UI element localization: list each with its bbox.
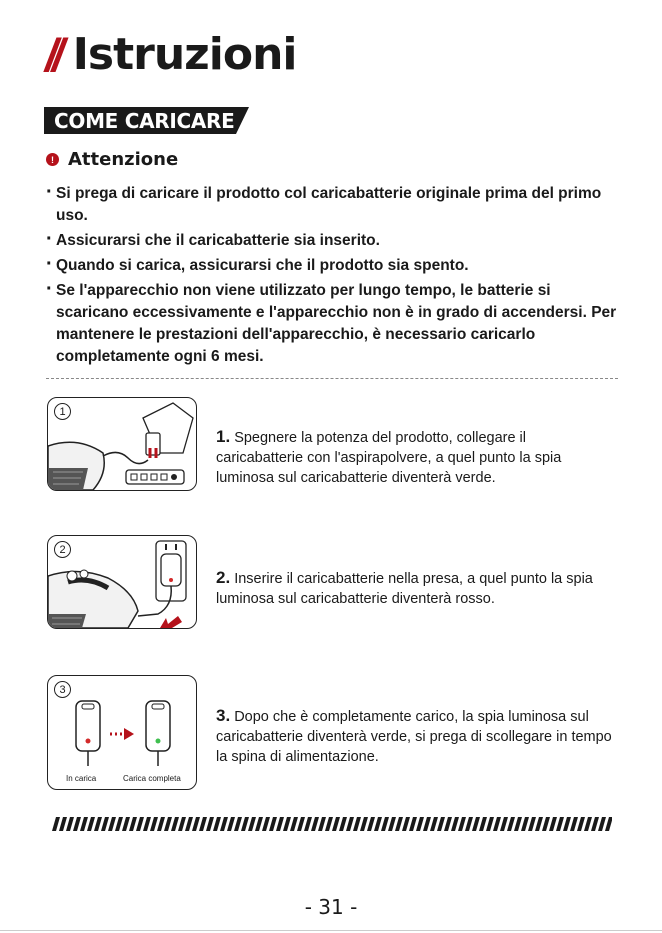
attention-label: Attenzione (68, 149, 179, 170)
step-3-body: Dopo che è completamente carico, la spia luminosa sul caricabatterie diventerà verde, si prega di scollegare in tempo la spina di alimentazione. (216, 709, 612, 765)
caption-charging: In carica (66, 774, 97, 783)
section-heading (44, 107, 249, 134)
step-1-text (216, 427, 616, 488)
step-3-badge: 3 (54, 681, 71, 698)
attention-heading (46, 149, 178, 170)
step-1-badge: 1 (54, 403, 71, 420)
dashed-divider (46, 378, 618, 379)
step-2-badge: 2 (54, 541, 71, 558)
footer-line (0, 930, 662, 931)
decorative-stripe (52, 817, 612, 831)
title-text: Istruzioni (72, 29, 297, 80)
caption-fully-charged: Carica completa (123, 774, 181, 783)
step-2-illustration (47, 535, 197, 629)
step-2-number: 2. (216, 568, 231, 587)
step-3-number: 3. (216, 706, 231, 725)
exclamation-icon: ! (46, 153, 59, 166)
page-number: - 31 - (304, 895, 358, 919)
step-1-illustration (47, 397, 197, 491)
step-2-body: Inserire il caricabatterie nella presa, a quel punto la spia luminosa sul caricabatterie diventerà rosso. (216, 571, 593, 607)
step-3-illustration (47, 675, 197, 790)
stripe-pattern (52, 817, 612, 831)
list-item: · Se l'apparecchio non viene utilizzato per lungo tempo, le batterie si scaricano eccessivamente e l'apparecchio non è in grado di accendersi. Per mantenere le prestazioni dell'apparecchio, è necessario caricarlo completamente ogni 6 mesi. (46, 280, 626, 368)
step-1-body: Spegnere la potenza del prodotto, collegare il caricabatterie con l'aspirapolvere, a quel punto la spia luminosa sul caricabatterie diventerà verde. (216, 430, 562, 486)
step-2-text (216, 568, 616, 609)
step-1-number: 1. (216, 427, 231, 446)
section-heading-label: COME CARICARE (54, 109, 235, 133)
list-item: · Quando si carica, assicurarsi che il prodotto sia spento. (46, 255, 626, 277)
page-title (45, 29, 297, 81)
list-item: · Si prega di caricare il prodotto col caricabatterie originale prima del primo uso. (46, 183, 626, 227)
warning-list (46, 183, 626, 371)
title-slashes: // (45, 29, 59, 81)
step-3-text (216, 706, 616, 767)
list-item: · Assicurarsi che il caricabatterie sia inserito. (46, 230, 626, 252)
